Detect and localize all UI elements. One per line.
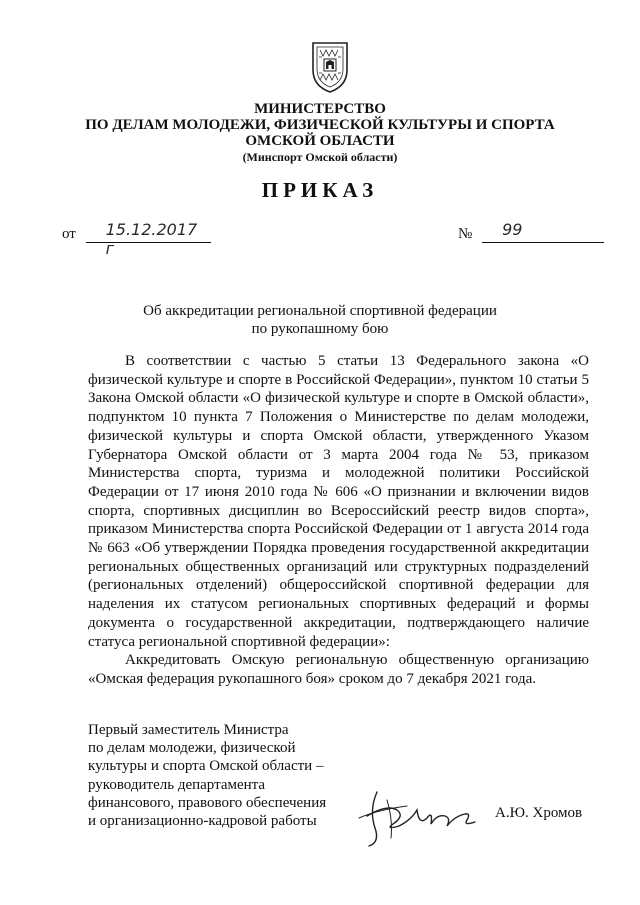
ministry-title-line-3: ОМСКОЙ ОБЛАСТИ: [245, 133, 395, 149]
ministry-title-line-1: МИНИСТЕРСТВО: [254, 101, 386, 117]
ministry-short-name: (Минспорт Омской области): [242, 150, 398, 164]
number-prefix: №: [458, 226, 473, 242]
signatory-title-line: Первый заместитель Министра: [88, 722, 289, 738]
omsk-coat-of-arms-emblem: [310, 40, 350, 94]
signatory-title-line: руководитель департамента: [88, 776, 266, 793]
number-underline: [482, 220, 604, 243]
signatory-title-line: финансового, правового обеспечения: [88, 794, 327, 811]
handwritten-date: 15.12.2017 г: [105, 220, 198, 258]
signatory-title-line: по делам молодежи, физической: [88, 740, 296, 757]
date-prefix: от: [62, 226, 76, 242]
decision-paragraph: Аккредитовать Омскую региональную общественную организацию «Омская федерация рукопашного боя» сроком до 7 декабря 2021 года.: [88, 652, 589, 687]
signatory-title-line: и организационно-кадровой работы: [88, 813, 317, 830]
document-type-title: ПРИКАЗ: [261, 178, 379, 202]
subject-line-2: по рукопашному бою: [251, 321, 389, 337]
order-subject: [0, 302, 640, 338]
signatory-name: А.Ю. Хромов: [495, 805, 583, 821]
ministry-title-line-2: ПО ДЕЛАМ МОЛОДЕЖИ, ФИЗИЧЕСКОЙ КУЛЬТУРЫ И СПОРТА: [85, 117, 555, 133]
handwritten-number: 99: [502, 220, 523, 239]
date-underline: [86, 220, 211, 258]
order-date-field: [62, 220, 211, 258]
signatory-title: [88, 721, 326, 830]
handwritten-signature: [347, 780, 497, 850]
order-number-field: [458, 220, 604, 243]
preamble-paragraph: В соответствии с частью 5 статьи 13 Федерального закона «О физической культуре и спорте в Российской Федерации», пунктом 10 статьи 5 Закона Омской области «О физической культуре и спорте в Омской области», подпунктом 10 пункта 7 Положения о Министерстве по делам молодежи, физической культуры и спорта Омской области, утвержденного Указом Губернатора Омской области от 3 марта 2004 года № 53, приказом Министерства спорта, туризма и молодежной политики Российской Федерации от 17 июня 2010 года № 606 «О признании и включении видов спорта, спортивных дисциплин во Всероссийский реестр видов спорта», приказом Министерства спорта Российской Федерации от 1 августа 2014 года № 663 «Об утверждении Порядка проведения государственной аккредитации региональных общественных организаций или структурных подразделений (региональных отделений) общероссийской спортивной федерации для наделения их статусом региональных спортивных федераций и формы документа о государственной аккредитации, подтверждающего наличие статуса региональной спортивной федерации»:: [88, 353, 589, 650]
subject-line-1: Об аккредитации региональной спортивной федерации: [143, 303, 497, 319]
signatory-title-line: культуры и спорта Омской области –: [88, 758, 324, 775]
